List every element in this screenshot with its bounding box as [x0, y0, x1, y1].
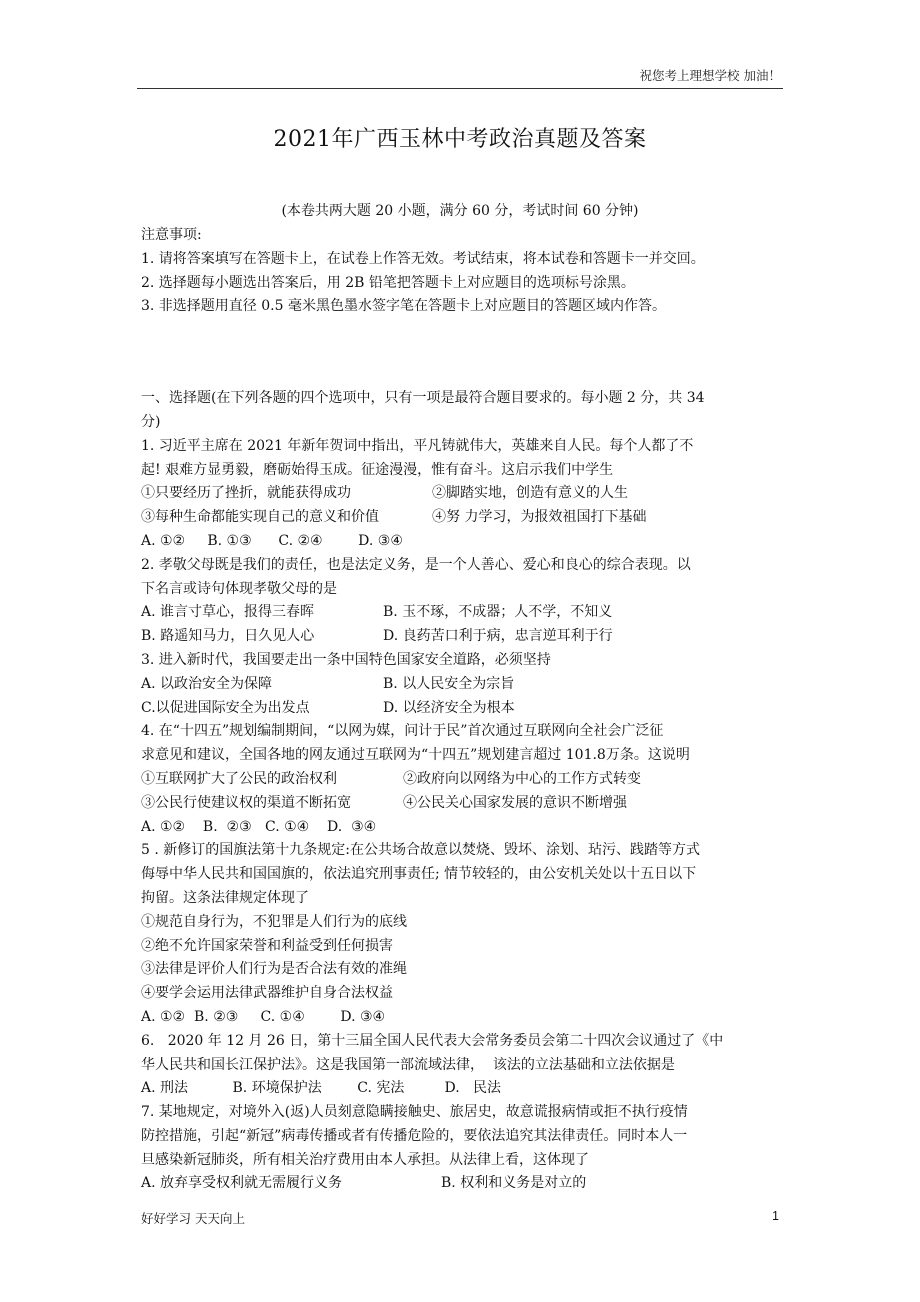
choice-b: B. 玉不琢，不成器；人不学，不知义	[383, 604, 613, 621]
question-2-choices-row	[141, 601, 789, 625]
notice-item: 2. 选择题每小题选出答案后，用 2B 铅笔把答题卡上对应题目的选项标号涂黑。	[141, 274, 635, 291]
spacer	[141, 319, 789, 387]
question-6-answers: A. 刑法 B. 环境保护法 C. 宪法 D. 民法	[141, 1080, 501, 1097]
option: ③每种生命都能实现自己的意义和价值	[141, 509, 379, 526]
notice-heading: 注意事项:	[141, 227, 202, 243]
exam-content	[141, 224, 789, 1196]
question-3-choices-row	[141, 673, 789, 697]
option: ③公民行使建议权的渠道不断拓宽	[141, 794, 351, 811]
section-heading: 一、选择题(在下列各题的四个选项中，只有一项是最符合题目要求的。每小题 2 分，共 34	[141, 390, 705, 407]
question-5-answers: A. ①② B. ②③ C. ①④ D. ③④	[141, 1008, 386, 1025]
question-7-stem: 7. 某地规定，对境外入(返)人员刻意隐瞒接触史、旅居史，故意谎报病情或拒不执行疫情	[141, 1104, 688, 1121]
question-4-stem-cont: 求意见和建议，全国各地的网友通过互联网为“十四五”规划建言超过 101.8万条。这说明	[141, 747, 690, 764]
question-1-stem: 1. 习近平主席在 2021 年新年贺词中指出，平凡铸就伟大，英雄来自人民。每个人都了不	[141, 437, 694, 454]
choice-b: B. 以人民安全为宗旨	[383, 675, 515, 692]
option: ④要学会运用法律武器维护自身合法权益	[141, 985, 393, 1002]
question-7-choices-row	[141, 1172, 789, 1196]
choice-d: D. 良药苦口利于病，忠言逆耳利于行	[383, 628, 613, 645]
question-4-options-row	[141, 792, 789, 816]
option: ②绝不允许国家荣誉和利益受到任何损害	[141, 937, 393, 954]
header-note: 祝您考上理想学校 加油！	[639, 68, 781, 83]
question-1-stem-cont: 起! 艰难方显勇毅，磨砺始得玉成。征途漫漫，惟有奋斗。这启示我们中学生	[141, 461, 614, 478]
question-4-options-row	[141, 768, 789, 792]
exam-subtitle: (本卷共两大题 20 小题，满分 60 分，考试时间 60 分钟)	[281, 203, 639, 219]
question-1-options-row	[141, 506, 789, 530]
page-number: 1	[772, 1209, 779, 1223]
page-title: 2021年广西玉林中考政治真题及答案	[273, 127, 647, 152]
question-6-stem-cont: 华人民共和国长江保护法》。这是我国第一部流域法律， 该法的立法基础和立法依据是	[141, 1056, 675, 1073]
option: ①规范自身行为，不犯罪是人们行为的底线	[141, 913, 407, 930]
choice-a: A. 以政治安全为保障	[141, 675, 273, 692]
option: ①互联网扩大了公民的政治权利	[141, 770, 337, 787]
question-2-stem-cont: 下名言或诗句体现孝敬父母的是	[141, 580, 337, 597]
question-6-stem: 6. 2020 年 12 月 26 日，第十三届全国人民代表大会常务委员会第二十四次会议通过了《中	[141, 1032, 724, 1049]
header-rule	[137, 88, 783, 89]
choice-b: B. 权利和义务是对立的	[441, 1175, 587, 1192]
choice-b: B. 路遥知马力，日久见人心	[141, 628, 315, 645]
choice-d: D. 以经济安全为根本	[383, 699, 515, 716]
option: ①只要经历了挫折，就能获得成功	[141, 485, 351, 502]
question-2-choices-row	[141, 625, 789, 649]
question-1-answers: A. ①② B. ①③ C. ②④ D. ③④	[141, 532, 403, 549]
question-5-stem: 5 . 新修订的国旗法第十九条规定:在公共场合故意以焚烧、毁坏、涂划、玷污、践踏等方式	[141, 842, 700, 859]
choice-a: A. 放弃享受权利就无需履行义务	[141, 1175, 343, 1192]
question-1-options-row	[141, 482, 789, 506]
question-4-answers: A. ①② B. ②③ C. ①④ D. ③④	[141, 818, 377, 835]
question-7-stem-cont: 防控措施，引起“新冠”病毒传播或者有传播危险的，要依法追究其法律责任。同时本人一	[141, 1127, 688, 1144]
option: ②脚踏实地，创造有意义的人生	[432, 485, 628, 502]
question-3-stem: 3. 进入新时代，我国要走出一条中国特色国家安全道路，必须坚持	[141, 651, 551, 668]
option: ②政府向以网络为中心的工作方式转变	[403, 770, 641, 787]
notice-item: 3. 非选择题用直径 0.5 毫米黑色墨水签字笔在答题卡上对应题目的答题区域内作答。	[141, 298, 666, 315]
option: ④努 力学习，为报效祖国打下基础	[432, 509, 647, 526]
option: ④公民关心国家发展的意识不断增强	[403, 794, 627, 811]
option: ③法律是评价人们行为是否合法有效的准绳	[141, 961, 407, 978]
choice-a: A. 谁言寸草心，报得三春晖	[141, 604, 315, 621]
question-2-stem: 2. 孝敬父母既是我们的责任，也是法定义务，是一个人善心、爱心和良心的综合表现。以	[141, 556, 691, 573]
question-3-choices-row	[141, 697, 789, 721]
question-4-stem: 4. 在“十四五”规划编制期间，“以网为媒，问计于民”首次通过互联网向全社会广泛征	[141, 723, 664, 740]
question-7-stem-cont: 旦感染新冠肺炎，所有相关治疗费用由本人承担。从法律上看，这体现了	[141, 1151, 589, 1168]
notice-item: 1. 请将答案填写在答题卡上，在试卷上作答无效。考试结束，将本试卷和答题卡一并交回。	[141, 250, 705, 267]
choice-c: C.以促进国际安全为出发点	[141, 699, 310, 716]
question-5-stem-cont: 拘留。这条法律规定体现了	[141, 889, 309, 906]
footer-motto: 好好学习 天天向上	[141, 1211, 245, 1226]
section-heading-cont: 分)	[141, 413, 161, 430]
question-5-stem-cont: 侮辱中华人民共和国国旗的，依法追究刑事责任; 情节较轻的，由公安机关处以十五日以下	[141, 866, 697, 883]
